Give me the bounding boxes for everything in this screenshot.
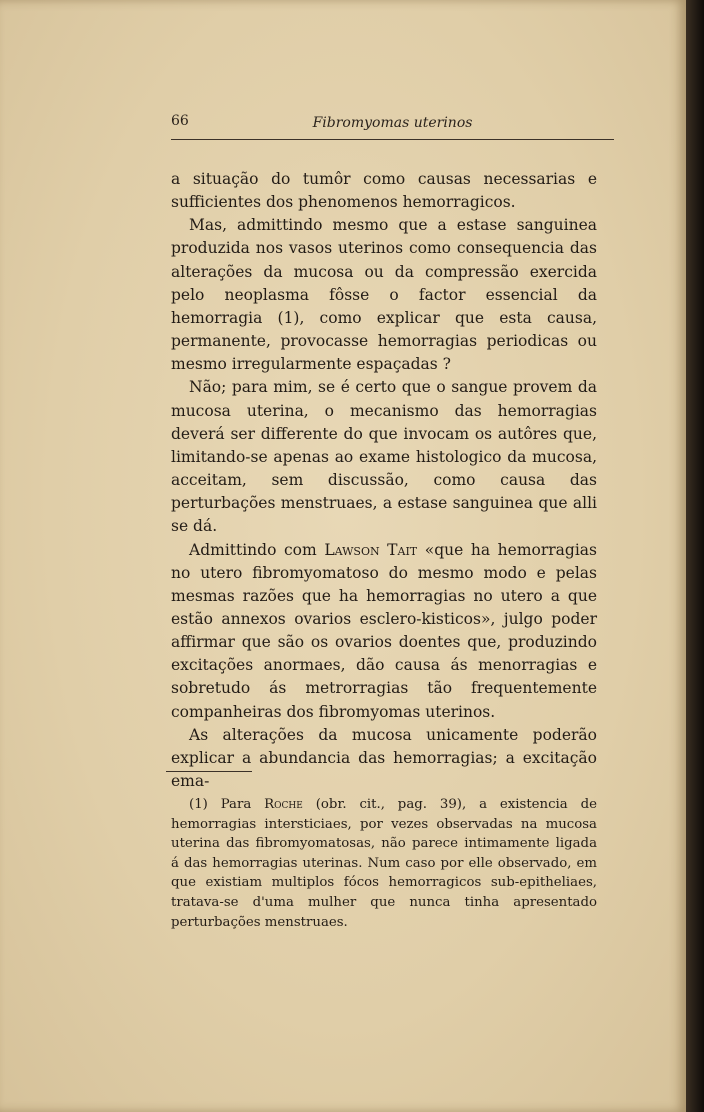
paragraph-4 xyxy=(171,539,597,724)
author-name-roche: Roche xyxy=(264,797,303,812)
author-name-lawson-tait: Lawson Tait xyxy=(324,540,418,559)
paragraph-3: Não; para mim, se é certo que o sangue provem da mucosa uterina, o mecanismo das hemorragias deverá ser differente do que invocam os autôres que, limitando-se apenas ao exame histologico da mucosa, acceitam, sem discussão, como causa das perturbações menstruaes, a estase sanguinea que alli se dá. xyxy=(171,378,597,536)
paragraph-5: As alterações da mucosa unicamente poderão explicar a abundancia das hemorragias; a excitação ema- xyxy=(171,725,597,791)
body-text xyxy=(171,168,597,793)
paragraph-2: Mas, admittindo mesmo que a estase sanguinea produzida nos vasos uterinos como consequencia das alterações da mucosa ou da compressão exercida pelo neoplasma fôsse o factor essencial da hemorragia (1), como explicar que esta causa, permanente, provocasse hemorragias periodicas ou mesmo irregularmente espaçadas ? xyxy=(171,216,597,374)
paragraph-4-start: Admittindo com xyxy=(189,540,325,559)
page-edge-shadow xyxy=(686,0,704,1112)
paragraph-4-rest: «que ha hemorragias no utero fibromyomatoso do mesmo modo e pelas mesmas razões que ha hemorragias no utero a que estão annexos ovarios esclero-kisticos», julgo poder affirmar que são os ovarios doentes que, produzindo excitações anormaes, dão causa ás menorragias e sobretudo ás metrorragias tão frequentemente companheiras dos fibromyomas uterinos. xyxy=(171,540,597,721)
footnote-separator xyxy=(166,771,252,772)
running-title: Fibromyomas uterinos xyxy=(312,115,473,131)
footnote xyxy=(171,795,597,932)
footnote-start: (1) Para xyxy=(189,797,265,812)
paragraph-1: a situação do tumôr como causas necessarias e sufficientes dos phenomenos hemorragicos. xyxy=(171,170,597,212)
page-header xyxy=(171,111,614,140)
page-number: 66 xyxy=(171,113,189,129)
footnote-rest: (obr. cit., pag. 39), a existencia de hemorragias intersticiaes, por vezes observadas na mucosa uterina das fibromyomatosas, não parece intimamente ligada á das hemorragias uterinas. Num caso por elle observado, em que existiam multiplos fócos hemorragicos sub-epitheliaes, tratava-se d'uma mulher que nunca tinha apresentado perturbações menstruaes. xyxy=(171,797,597,930)
